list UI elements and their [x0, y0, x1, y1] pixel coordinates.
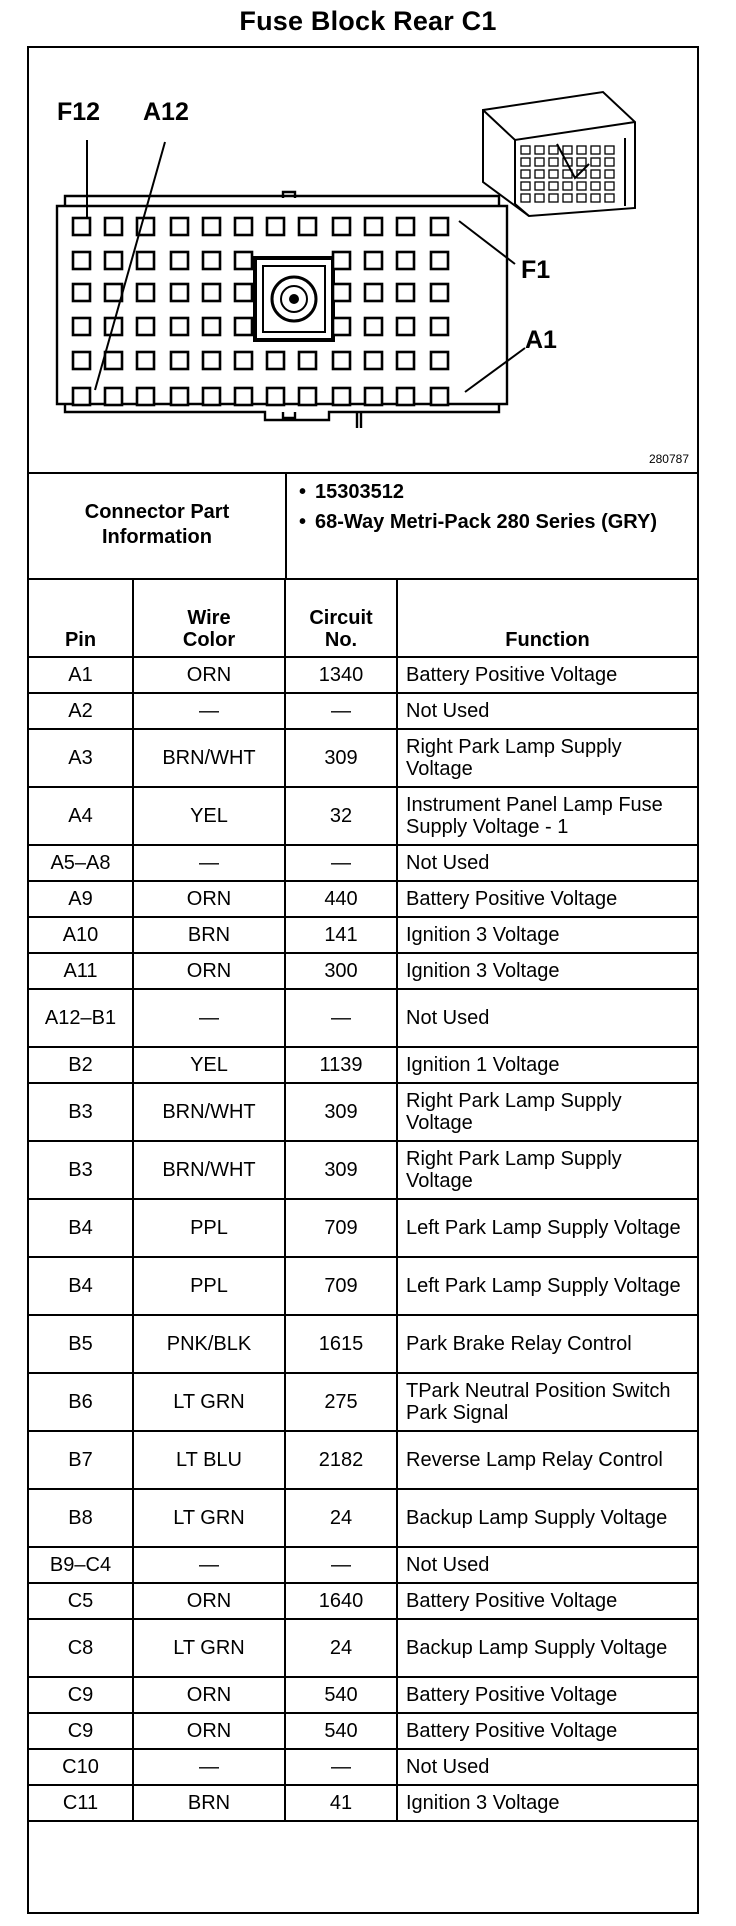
table-row — [29, 845, 697, 881]
connector-part-information — [29, 472, 697, 580]
circuit-cell: 709 — [285, 1199, 397, 1257]
callout-f1: F1 — [521, 256, 551, 284]
table-row — [29, 1431, 697, 1489]
pin-cell: B2 — [29, 1047, 133, 1083]
pin-cell: C8 — [29, 1619, 133, 1677]
pin-cavity — [397, 388, 414, 405]
pin-cavity — [203, 388, 220, 405]
pin-cavity — [333, 218, 350, 235]
function-cell: Battery Positive Voltage — [397, 1583, 697, 1619]
pin-cavity — [365, 284, 382, 301]
table-row — [29, 1785, 697, 1821]
connector-info-item: • 15303512 — [299, 481, 404, 503]
pin-cell: B3 — [29, 1083, 133, 1141]
circuit-cell: — — [285, 1749, 397, 1785]
circuit-cell: 141 — [285, 917, 397, 953]
table-header-row — [29, 578, 697, 657]
table-row — [29, 787, 697, 845]
pin-cavity — [105, 352, 122, 369]
pin-cavity — [73, 284, 90, 301]
column-header-wire-color: Wire Color — [133, 578, 285, 657]
pin-cavity — [235, 252, 252, 269]
table-row — [29, 1257, 697, 1315]
table-row — [29, 1713, 697, 1749]
wire-color-cell: — — [133, 1547, 285, 1583]
pin-cell: A11 — [29, 953, 133, 989]
pin-cavity — [105, 252, 122, 269]
pin-cavity — [73, 218, 90, 235]
pin-cavity — [431, 284, 448, 301]
pin-cavity — [365, 352, 382, 369]
wire-color-cell: YEL — [133, 1047, 285, 1083]
wire-color-cell: BRN — [133, 1785, 285, 1821]
circuit-cell: 309 — [285, 729, 397, 787]
table-row — [29, 953, 697, 989]
pin-cavity — [431, 318, 448, 335]
pin-cavity — [73, 252, 90, 269]
pin-cavity — [105, 388, 122, 405]
pin-cavity — [171, 352, 188, 369]
pin-cavity — [333, 284, 350, 301]
wire-color-cell: — — [133, 845, 285, 881]
connector-info-list — [287, 480, 687, 540]
column-header-circuit: Circuit No. — [285, 578, 397, 657]
circuit-cell: 440 — [285, 881, 397, 917]
pin-cell: C11 — [29, 1785, 133, 1821]
circuit-cell: — — [285, 693, 397, 729]
circuit-cell: 24 — [285, 1619, 397, 1677]
pin-cell: A12–B1 — [29, 989, 133, 1047]
wire-color-cell: PNK/BLK — [133, 1315, 285, 1373]
function-cell: Right Park Lamp Supply Voltage — [397, 729, 697, 787]
circuit-cell: 32 — [285, 787, 397, 845]
table-row — [29, 1619, 697, 1677]
pin-cell: B9–C4 — [29, 1547, 133, 1583]
bullet-icon: • — [299, 481, 307, 503]
pin-cavity — [267, 218, 284, 235]
pin-cavity — [397, 352, 414, 369]
function-cell: Right Park Lamp Supply Voltage — [397, 1083, 697, 1141]
column-header-pin: Pin — [29, 578, 133, 657]
wire-color-cell: — — [133, 693, 285, 729]
function-cell: Battery Positive Voltage — [397, 1677, 697, 1713]
pin-cavity — [73, 352, 90, 369]
table-row — [29, 1199, 697, 1257]
pin-cavity — [431, 388, 448, 405]
pin-cavity — [203, 352, 220, 369]
circuit-cell: 1640 — [285, 1583, 397, 1619]
pin-cell: B8 — [29, 1489, 133, 1547]
table-row — [29, 1315, 697, 1373]
pin-cell: A5–A8 — [29, 845, 133, 881]
circuit-cell: 300 — [285, 953, 397, 989]
wire-color-cell: PPL — [133, 1257, 285, 1315]
callout-a1: A1 — [525, 326, 557, 354]
callout-a12: A12 — [143, 98, 189, 126]
pin-cavity — [137, 318, 154, 335]
pin-cell: C5 — [29, 1583, 133, 1619]
pin-cell: A10 — [29, 917, 133, 953]
pin-cavity — [365, 388, 382, 405]
pin-cavity — [137, 284, 154, 301]
function-cell: Backup Lamp Supply Voltage — [397, 1619, 697, 1677]
circuit-cell: 2182 — [285, 1431, 397, 1489]
pin-cavity — [235, 388, 252, 405]
callout-f12: F12 — [57, 98, 101, 126]
wire-color-cell: YEL — [133, 787, 285, 845]
function-cell: Ignition 3 Voltage — [397, 1785, 697, 1821]
circuit-cell: 275 — [285, 1373, 397, 1431]
pin-cavity — [235, 352, 252, 369]
circuit-cell: 1340 — [285, 657, 397, 693]
pin-cell: B7 — [29, 1431, 133, 1489]
circuit-cell: — — [285, 845, 397, 881]
pin-cavity — [397, 218, 414, 235]
wire-color-cell: ORN — [133, 1713, 285, 1749]
function-cell: Ignition 3 Voltage — [397, 953, 697, 989]
wire-color-cell: LT GRN — [133, 1489, 285, 1547]
pin-cell: A1 — [29, 657, 133, 693]
function-cell: Ignition 1 Voltage — [397, 1047, 697, 1083]
pin-cavity — [203, 318, 220, 335]
bullet-icon: • — [299, 511, 307, 533]
circuit-cell: 540 — [285, 1713, 397, 1749]
function-cell: Not Used — [397, 693, 697, 729]
function-cell: Left Park Lamp Supply Voltage — [397, 1199, 697, 1257]
pin-cell: A4 — [29, 787, 133, 845]
pin-cell: A3 — [29, 729, 133, 787]
circuit-cell: 1615 — [285, 1315, 397, 1373]
table-row — [29, 657, 697, 693]
table-row — [29, 1489, 697, 1547]
function-cell: TPark Neutral Position Switch Park Signal — [397, 1373, 697, 1431]
function-cell: Not Used — [397, 1749, 697, 1785]
pin-cavity — [397, 252, 414, 269]
wire-color-cell: LT GRN — [133, 1619, 285, 1677]
table-row — [29, 1583, 697, 1619]
function-cell: Right Park Lamp Supply Voltage — [397, 1141, 697, 1199]
document-frame — [27, 46, 699, 1914]
wire-color-cell: ORN — [133, 881, 285, 917]
pin-cavity — [235, 318, 252, 335]
figure-id: 280787 — [648, 452, 689, 466]
center-boss — [255, 258, 333, 340]
pin-cavity — [203, 284, 220, 301]
pin-cell: B5 — [29, 1315, 133, 1373]
pin-cell: B6 — [29, 1373, 133, 1431]
pin-cavity — [137, 252, 154, 269]
pin-cavity — [365, 318, 382, 335]
pin-cavity — [431, 252, 448, 269]
pin-cavity — [171, 284, 188, 301]
pin-cavity — [171, 318, 188, 335]
table-row — [29, 917, 697, 953]
function-cell: Ignition 3 Voltage — [397, 917, 697, 953]
table-row — [29, 881, 697, 917]
table-row — [29, 1749, 697, 1785]
pin-cavity — [333, 352, 350, 369]
pin-cavity — [333, 388, 350, 405]
function-cell: Not Used — [397, 1547, 697, 1583]
table-row — [29, 1141, 697, 1199]
pin-cavity — [203, 218, 220, 235]
circuit-cell: 309 — [285, 1141, 397, 1199]
pin-cavity — [397, 284, 414, 301]
connector-info-label: Connector Part Information — [29, 472, 287, 578]
pin-cavity — [137, 388, 154, 405]
pin-cavity — [171, 388, 188, 405]
table-row — [29, 989, 697, 1047]
wire-color-cell: — — [133, 989, 285, 1047]
pin-cavity — [73, 388, 90, 405]
pin-cavity — [333, 318, 350, 335]
connector-diagram — [29, 48, 697, 474]
circuit-cell: 540 — [285, 1677, 397, 1713]
pin-cavity — [397, 318, 414, 335]
pin-cell: B3 — [29, 1141, 133, 1199]
pin-cell: B4 — [29, 1199, 133, 1257]
function-cell: Not Used — [397, 989, 697, 1047]
wire-color-cell: LT BLU — [133, 1431, 285, 1489]
pin-cavity — [267, 388, 284, 405]
pin-cavity — [203, 252, 220, 269]
pin-cavity — [431, 218, 448, 235]
wire-color-cell: BRN/WHT — [133, 729, 285, 787]
wire-color-cell: LT GRN — [133, 1373, 285, 1431]
page-title: Fuse Block Rear C1 — [239, 6, 497, 36]
wire-color-cell: BRN/WHT — [133, 1083, 285, 1141]
pin-cavity — [267, 352, 284, 369]
table-row — [29, 1677, 697, 1713]
table-row — [29, 729, 697, 787]
connector-face-drawing — [29, 48, 697, 472]
pin-cavity — [235, 218, 252, 235]
circuit-cell: 41 — [285, 1785, 397, 1821]
pin-cavity — [73, 318, 90, 335]
pin-cavity — [137, 352, 154, 369]
circuit-cell: 24 — [285, 1489, 397, 1547]
pin-cavity — [299, 218, 316, 235]
wire-color-cell: BRN — [133, 917, 285, 953]
function-cell: Battery Positive Voltage — [397, 657, 697, 693]
pin-cavity — [235, 284, 252, 301]
function-cell: Left Park Lamp Supply Voltage — [397, 1257, 697, 1315]
wire-color-cell: BRN/WHT — [133, 1141, 285, 1199]
pin-cavity — [299, 352, 316, 369]
function-cell: Instrument Panel Lamp Fuse Supply Voltage - 1 — [397, 787, 697, 845]
pin-cavity — [299, 388, 316, 405]
circuit-cell: — — [285, 989, 397, 1047]
table-row — [29, 693, 697, 729]
table-row — [29, 1047, 697, 1083]
function-cell: Park Brake Relay Control — [397, 1315, 697, 1373]
circuit-cell: — — [285, 1547, 397, 1583]
circuit-cell: 709 — [285, 1257, 397, 1315]
connector-info-item: • 68-Way Metri-Pack 280 Series (GRY) — [299, 511, 658, 533]
wire-color-cell: ORN — [133, 953, 285, 989]
pin-cavity — [365, 252, 382, 269]
pin-cell: C9 — [29, 1677, 133, 1713]
pinout-table — [29, 578, 697, 1822]
wire-color-cell: ORN — [133, 657, 285, 693]
pin-cavity — [105, 218, 122, 235]
column-header-function: Function — [397, 578, 697, 657]
wire-color-cell: ORN — [133, 1583, 285, 1619]
pin-cell: A9 — [29, 881, 133, 917]
pin-cavity-grid — [73, 218, 448, 405]
pin-cavity — [333, 252, 350, 269]
circuit-cell: 309 — [285, 1083, 397, 1141]
wire-color-cell: — — [133, 1749, 285, 1785]
pin-cell: C10 — [29, 1749, 133, 1785]
pin-cavity — [105, 284, 122, 301]
wire-color-cell: ORN — [133, 1677, 285, 1713]
function-cell: Battery Positive Voltage — [397, 881, 697, 917]
pin-cell: C9 — [29, 1713, 133, 1749]
pin-cell: A2 — [29, 693, 133, 729]
circuit-cell: 1139 — [285, 1047, 397, 1083]
table-row — [29, 1373, 697, 1431]
function-cell: Backup Lamp Supply Voltage — [397, 1489, 697, 1547]
wire-color-cell: PPL — [133, 1199, 285, 1257]
pin-cavity — [171, 218, 188, 235]
pin-cavity — [171, 252, 188, 269]
table-row — [29, 1083, 697, 1141]
table-row — [29, 1547, 697, 1583]
pin-cavity — [431, 352, 448, 369]
pin-cavity — [365, 218, 382, 235]
function-cell: Reverse Lamp Relay Control — [397, 1431, 697, 1489]
function-cell: Not Used — [397, 845, 697, 881]
function-cell: Battery Positive Voltage — [397, 1713, 697, 1749]
pin-cell: B4 — [29, 1257, 133, 1315]
